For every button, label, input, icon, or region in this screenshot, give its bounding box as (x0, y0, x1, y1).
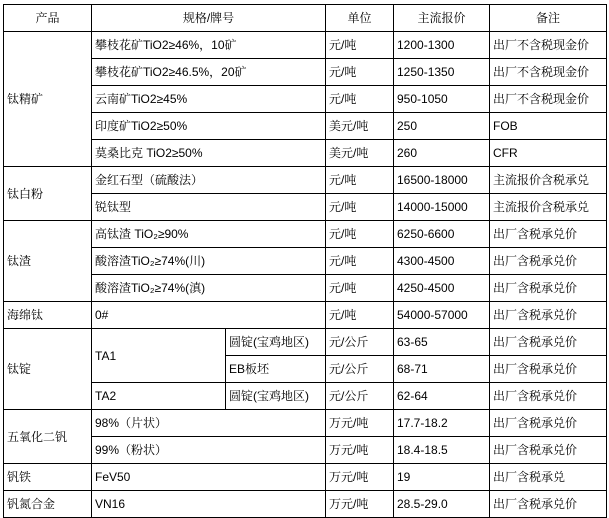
table-row (4, 113, 607, 140)
spec-grade-cell: 印度矿TiO2≥50% (92, 113, 326, 140)
column-header: 备注 (490, 5, 607, 32)
note-cell: 出厂含税承兑 (490, 464, 607, 491)
table-row (4, 167, 607, 194)
note-cell: 出厂含税承兑价 (490, 248, 607, 275)
price-cell: 4300-4500 (394, 248, 490, 275)
unit-cell: 万元/吨 (326, 437, 394, 464)
spec-grade-cell: TA2 (92, 383, 226, 410)
price-cell: 62-64 (394, 383, 490, 410)
note-cell: 出厂含税承兑价 (490, 302, 607, 329)
spec-grade-cell: TA1 (92, 329, 226, 383)
product-category-cell: 海绵钛 (4, 302, 92, 329)
unit-cell: 元/吨 (326, 194, 394, 221)
price-cell: 4250-4500 (394, 275, 490, 302)
unit-cell: 元/吨 (326, 302, 394, 329)
price-cell: 68-71 (394, 356, 490, 383)
table-row (4, 491, 607, 518)
unit-cell: 元/吨 (326, 59, 394, 86)
note-cell: 出厂含税承兑价 (490, 221, 607, 248)
product-category-cell: 钒氮合金 (4, 491, 92, 518)
table-row (4, 437, 607, 464)
spec-grade-cell: 金红石型（硫酸法） (92, 167, 326, 194)
unit-cell: 万元/吨 (326, 491, 394, 518)
column-header: 产品 (4, 5, 92, 32)
price-cell: 54000-57000 (394, 302, 490, 329)
note-cell: 出厂不含税现金价 (490, 59, 607, 86)
table-row (4, 248, 607, 275)
table-row (4, 464, 607, 491)
note-cell: 出厂含税承兑价 (490, 275, 607, 302)
spec-grade-cell: 莫桑比克 TiO2≥50% (92, 140, 326, 167)
table-row (4, 32, 607, 59)
unit-cell: 美元/吨 (326, 113, 394, 140)
price-cell: 14000-15000 (394, 194, 490, 221)
unit-cell: 万元/吨 (326, 464, 394, 491)
unit-cell: 美元/吨 (326, 140, 394, 167)
unit-cell: 元/吨 (326, 248, 394, 275)
table-row (4, 59, 607, 86)
product-category-cell: 钒铁 (4, 464, 92, 491)
price-cell: 250 (394, 113, 490, 140)
product-category-cell: 钛渣 (4, 221, 92, 302)
unit-cell: 元/吨 (326, 275, 394, 302)
note-cell: 主流报价含税承兑 (490, 167, 607, 194)
note-cell: 出厂含税承兑价 (490, 383, 607, 410)
product-category-cell: 五氧化二钒 (4, 410, 92, 464)
price-cell: 1250-1350 (394, 59, 490, 86)
note-cell: FOB (490, 113, 607, 140)
spec-grade-cell: VN16 (92, 491, 326, 518)
spec-grade-cell: 酸溶渣TiO₂≥74%(川) (92, 248, 326, 275)
table-header-row (4, 5, 607, 32)
spec-grade-cell: 攀枝花矿TiO2≥46%，10矿 (92, 32, 326, 59)
product-category-cell: 钛白粉 (4, 167, 92, 221)
product-category-cell: 钛锭 (4, 329, 92, 410)
note-cell: 出厂含税承兑价 (490, 437, 607, 464)
column-header: 规格/牌号 (92, 5, 326, 32)
table-row (4, 383, 607, 410)
spec-grade-cell: 99%（粉状） (92, 437, 326, 464)
column-header: 单位 (326, 5, 394, 32)
price-cell: 17.7-18.2 (394, 410, 490, 437)
note-cell: 出厂含税承兑价 (490, 329, 607, 356)
note-cell: 出厂含税承兑价 (490, 356, 607, 383)
spec-detail-cell: 圆锭(宝鸡地区) (226, 383, 326, 410)
table-row (4, 221, 607, 248)
spec-grade-cell: 0# (92, 302, 326, 329)
note-cell: 出厂不含税现金价 (490, 86, 607, 113)
unit-cell: 元/公斤 (326, 356, 394, 383)
table-row (4, 302, 607, 329)
price-cell: 950-1050 (394, 86, 490, 113)
price-cell: 16500-18000 (394, 167, 490, 194)
price-table (3, 4, 607, 518)
unit-cell: 元/吨 (326, 86, 394, 113)
price-cell: 19 (394, 464, 490, 491)
table-row (4, 275, 607, 302)
note-cell: 出厂含税承兑价 (490, 491, 607, 518)
table-row (4, 86, 607, 113)
spec-grade-cell: 高钛渣 TiO₂≥90% (92, 221, 326, 248)
spec-grade-cell: FeV50 (92, 464, 326, 491)
price-cell: 260 (394, 140, 490, 167)
spec-grade-cell: 云南矿TiO2≥45% (92, 86, 326, 113)
price-cell: 28.5-29.0 (394, 491, 490, 518)
spec-grade-cell: 98%（片状） (92, 410, 326, 437)
table-row (4, 410, 607, 437)
note-cell: 出厂含税承兑价 (490, 410, 607, 437)
unit-cell: 元/公斤 (326, 329, 394, 356)
unit-cell: 元/吨 (326, 221, 394, 248)
price-cell: 1200-1300 (394, 32, 490, 59)
unit-cell: 元/吨 (326, 32, 394, 59)
note-cell: CFR (490, 140, 607, 167)
note-cell: 主流报价含税承兑 (490, 194, 607, 221)
spec-detail-cell: 圆锭(宝鸡地区) (226, 329, 326, 356)
spec-grade-cell: 锐钛型 (92, 194, 326, 221)
table-row (4, 140, 607, 167)
unit-cell: 元/公斤 (326, 383, 394, 410)
spec-grade-cell: 酸溶渣TiO₂≥74%(滇) (92, 275, 326, 302)
product-category-cell: 钛精矿 (4, 32, 92, 167)
table-row (4, 329, 607, 356)
price-cell: 6250-6600 (394, 221, 490, 248)
unit-cell: 元/吨 (326, 167, 394, 194)
price-cell: 18.4-18.5 (394, 437, 490, 464)
spec-detail-cell: EB板坯 (226, 356, 326, 383)
table-row (4, 194, 607, 221)
column-header: 主流报价 (394, 5, 490, 32)
price-cell: 63-65 (394, 329, 490, 356)
unit-cell: 万元/吨 (326, 410, 394, 437)
note-cell: 出厂不含税现金价 (490, 32, 607, 59)
spec-grade-cell: 攀枝花矿TiO2≥46.5%，20矿 (92, 59, 326, 86)
